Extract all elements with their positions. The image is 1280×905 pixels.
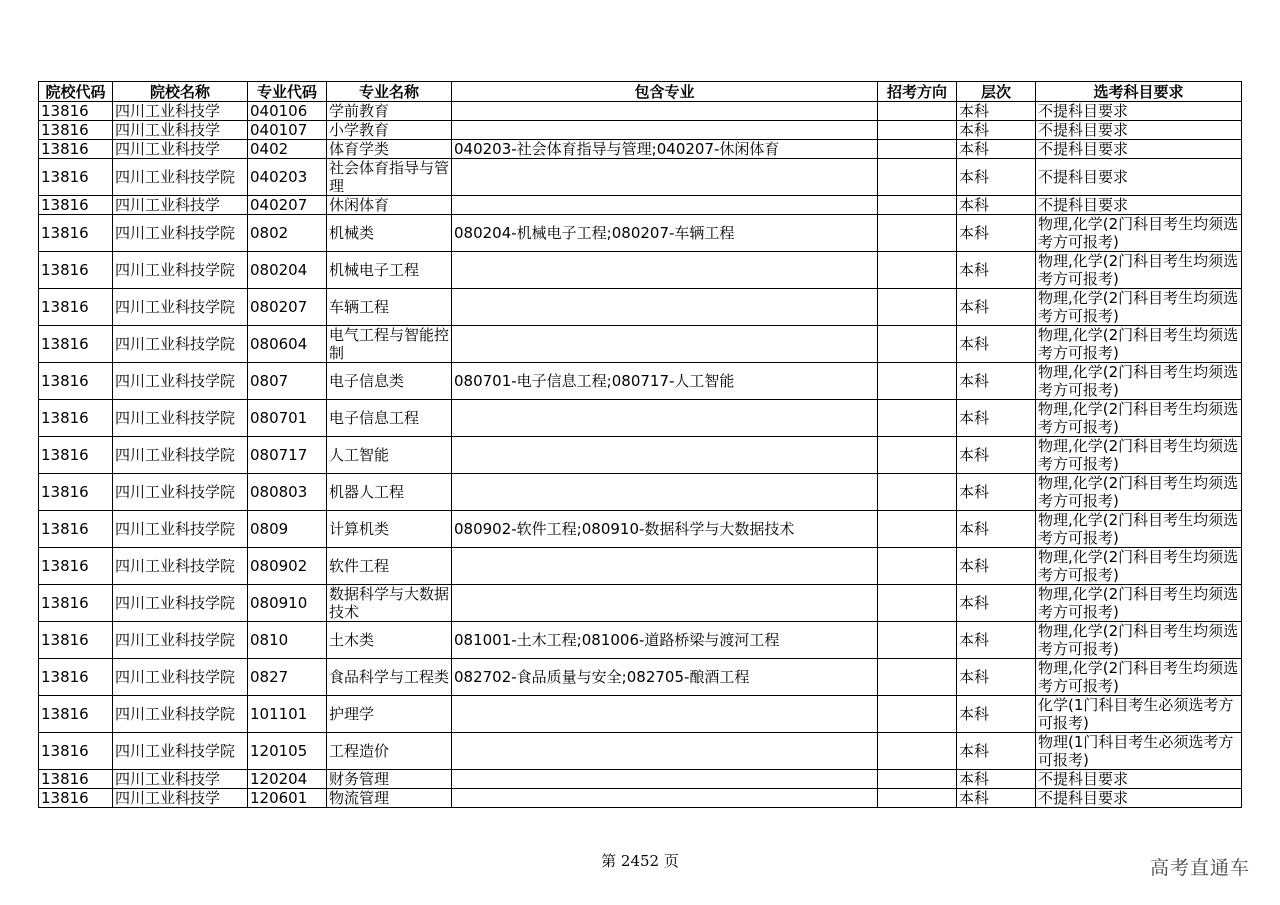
cell-major-code: 120105: [248, 733, 327, 770]
cell-school-code: 13816: [39, 622, 113, 659]
cell-major-name: 土木类: [327, 622, 452, 659]
cell-school-name: 四川工业科技学院: [113, 733, 248, 770]
table-row: [39, 400, 1242, 437]
cell-school-code: 13816: [39, 770, 113, 789]
cell-major-code: 080803: [248, 474, 327, 511]
col-header-level: 层次: [957, 82, 1036, 102]
cell-direction: [878, 548, 957, 585]
cell-included-majors: [452, 548, 878, 585]
cell-major-code: 040106: [248, 102, 327, 121]
table-row: [39, 789, 1242, 808]
cell-subject-req: 物理,化学(2门科目考生均须选考方可报考): [1036, 548, 1242, 585]
cell-included-majors: [452, 252, 878, 289]
header-row: [39, 82, 1242, 102]
cell-major-code: 040203: [248, 159, 327, 196]
col-header-included-majors: 包含专业: [452, 82, 878, 102]
cell-school-code: 13816: [39, 789, 113, 808]
col-header-subject-req: 选考科目要求: [1036, 82, 1242, 102]
cell-major-name: 物流管理: [327, 789, 452, 808]
cell-subject-req: 物理,化学(2门科目考生均须选考方可报考): [1036, 622, 1242, 659]
cell-major-code: 040207: [248, 196, 327, 215]
table-row: [39, 548, 1242, 585]
cell-subject-req: 不提科目要求: [1036, 196, 1242, 215]
cell-level: 本科: [957, 140, 1036, 159]
cell-school-name: 四川工业科技学院: [113, 474, 248, 511]
cell-major-name: 软件工程: [327, 548, 452, 585]
cell-school-name: 四川工业科技学: [113, 140, 248, 159]
watermark: 高考直通车: [1149, 857, 1250, 879]
cell-school-code: 13816: [39, 474, 113, 511]
cell-included-majors: [452, 585, 878, 622]
cell-major-code: 0807: [248, 363, 327, 400]
cell-direction: [878, 215, 957, 252]
table-row: [39, 159, 1242, 196]
table-row: [39, 102, 1242, 121]
cell-school-code: 13816: [39, 437, 113, 474]
cell-major-code: 080910: [248, 585, 327, 622]
table-row: [39, 770, 1242, 789]
cell-major-name: 工程造价: [327, 733, 452, 770]
cell-school-name: 四川工业科技学院: [113, 437, 248, 474]
cell-major-name: 休闲体育: [327, 196, 452, 215]
cell-major-name: 机械类: [327, 215, 452, 252]
cell-school-code: 13816: [39, 326, 113, 363]
cell-major-code: 0827: [248, 659, 327, 696]
cell-major-code: 080717: [248, 437, 327, 474]
cell-subject-req: 不提科目要求: [1036, 789, 1242, 808]
cell-school-code: 13816: [39, 215, 113, 252]
cell-direction: [878, 252, 957, 289]
cell-direction: [878, 289, 957, 326]
cell-level: 本科: [957, 196, 1036, 215]
cell-subject-req: 物理,化学(2门科目考生均须选考方可报考): [1036, 289, 1242, 326]
cell-major-name: 社会体育指导与管理: [327, 159, 452, 196]
cell-major-name: 护理学: [327, 696, 452, 733]
cell-direction: [878, 696, 957, 733]
cell-included-majors: [452, 326, 878, 363]
cell-school-name: 四川工业科技学: [113, 121, 248, 140]
cell-school-code: 13816: [39, 400, 113, 437]
table-row: [39, 121, 1242, 140]
admission-table: [38, 81, 1242, 808]
table-row: [39, 585, 1242, 622]
cell-school-name: 四川工业科技学院: [113, 326, 248, 363]
cell-direction: [878, 789, 957, 808]
cell-major-code: 080204: [248, 252, 327, 289]
cell-level: 本科: [957, 511, 1036, 548]
cell-major-name: 计算机类: [327, 511, 452, 548]
cell-included-majors: 080204-机械电子工程;080207-车辆工程: [452, 215, 878, 252]
cell-subject-req: 物理,化学(2门科目考生均须选考方可报考): [1036, 585, 1242, 622]
cell-included-majors: 081001-土木工程;081006-道路桥梁与渡河工程: [452, 622, 878, 659]
cell-school-name: 四川工业科技学院: [113, 659, 248, 696]
cell-school-code: 13816: [39, 733, 113, 770]
cell-major-name: 车辆工程: [327, 289, 452, 326]
table-row: [39, 252, 1242, 289]
col-header-major-name: 专业名称: [327, 82, 452, 102]
cell-included-majors: [452, 102, 878, 121]
cell-major-code: 040107: [248, 121, 327, 140]
cell-school-name: 四川工业科技学院: [113, 400, 248, 437]
cell-level: 本科: [957, 121, 1036, 140]
cell-included-majors: [452, 400, 878, 437]
cell-included-majors: [452, 121, 878, 140]
cell-subject-req: 物理,化学(2门科目考生均须选考方可报考): [1036, 511, 1242, 548]
cell-included-majors: [452, 289, 878, 326]
cell-level: 本科: [957, 585, 1036, 622]
cell-direction: [878, 400, 957, 437]
cell-major-code: 080902: [248, 548, 327, 585]
cell-direction: [878, 733, 957, 770]
table-row: [39, 140, 1242, 159]
cell-school-name: 四川工业科技学院: [113, 696, 248, 733]
cell-major-name: 电气工程与智能控制: [327, 326, 452, 363]
cell-direction: [878, 474, 957, 511]
cell-major-name: 食品科学与工程类: [327, 659, 452, 696]
cell-direction: [878, 159, 957, 196]
table-row: [39, 733, 1242, 770]
cell-subject-req: 不提科目要求: [1036, 770, 1242, 789]
table-row: [39, 511, 1242, 548]
cell-subject-req: 物理,化学(2门科目考生均须选考方可报考): [1036, 400, 1242, 437]
cell-included-majors: 080701-电子信息工程;080717-人工智能: [452, 363, 878, 400]
cell-major-name: 机械电子工程: [327, 252, 452, 289]
table-row: [39, 196, 1242, 215]
cell-subject-req: 不提科目要求: [1036, 102, 1242, 121]
cell-level: 本科: [957, 474, 1036, 511]
cell-included-majors: [452, 437, 878, 474]
cell-subject-req: 不提科目要求: [1036, 159, 1242, 196]
table-row: [39, 622, 1242, 659]
cell-school-name: 四川工业科技学院: [113, 159, 248, 196]
cell-school-name: 四川工业科技学: [113, 770, 248, 789]
cell-major-code: 101101: [248, 696, 327, 733]
cell-subject-req: 物理,化学(2门科目考生均须选考方可报考): [1036, 326, 1242, 363]
cell-direction: [878, 363, 957, 400]
cell-major-name: 小学教育: [327, 121, 452, 140]
table-row: [39, 326, 1242, 363]
cell-major-code: 080701: [248, 400, 327, 437]
cell-major-name: 体育学类: [327, 140, 452, 159]
col-header-school-code: 院校代码: [39, 82, 113, 102]
cell-direction: [878, 121, 957, 140]
cell-level: 本科: [957, 252, 1036, 289]
cell-school-name: 四川工业科技学院: [113, 548, 248, 585]
cell-subject-req: 化学(1门科目考生必须选考方可报考): [1036, 696, 1242, 733]
cell-school-name: 四川工业科技学: [113, 196, 248, 215]
cell-school-code: 13816: [39, 196, 113, 215]
cell-level: 本科: [957, 326, 1036, 363]
cell-school-code: 13816: [39, 121, 113, 140]
table-row: [39, 474, 1242, 511]
cell-major-code: 0809: [248, 511, 327, 548]
cell-school-name: 四川工业科技学院: [113, 252, 248, 289]
cell-direction: [878, 622, 957, 659]
cell-school-code: 13816: [39, 102, 113, 121]
cell-included-majors: 082702-食品质量与安全;082705-酿酒工程: [452, 659, 878, 696]
cell-school-code: 13816: [39, 363, 113, 400]
cell-level: 本科: [957, 289, 1036, 326]
cell-school-name: 四川工业科技学: [113, 789, 248, 808]
cell-included-majors: 040203-社会体育指导与管理;040207-休闲体育: [452, 140, 878, 159]
cell-level: 本科: [957, 733, 1036, 770]
cell-level: 本科: [957, 770, 1036, 789]
table-row: [39, 437, 1242, 474]
cell-included-majors: [452, 733, 878, 770]
cell-included-majors: 080902-软件工程;080910-数据科学与大数据技术: [452, 511, 878, 548]
table-row: [39, 289, 1242, 326]
cell-level: 本科: [957, 789, 1036, 808]
cell-subject-req: 物理,化学(2门科目考生均须选考方可报考): [1036, 437, 1242, 474]
cell-school-code: 13816: [39, 140, 113, 159]
cell-level: 本科: [957, 659, 1036, 696]
col-header-school-name: 院校名称: [113, 82, 248, 102]
cell-school-name: 四川工业科技学院: [113, 215, 248, 252]
cell-subject-req: 物理,化学(2门科目考生均须选考方可报考): [1036, 363, 1242, 400]
cell-major-code: 0810: [248, 622, 327, 659]
cell-direction: [878, 196, 957, 215]
cell-major-name: 机器人工程: [327, 474, 452, 511]
cell-school-code: 13816: [39, 659, 113, 696]
cell-included-majors: [452, 696, 878, 733]
cell-school-code: 13816: [39, 548, 113, 585]
cell-school-name: 四川工业科技学院: [113, 363, 248, 400]
cell-school-code: 13816: [39, 252, 113, 289]
cell-included-majors: [452, 474, 878, 511]
cell-included-majors: [452, 196, 878, 215]
cell-major-name: 学前教育: [327, 102, 452, 121]
cell-major-code: 120204: [248, 770, 327, 789]
cell-school-code: 13816: [39, 585, 113, 622]
cell-level: 本科: [957, 696, 1036, 733]
cell-direction: [878, 140, 957, 159]
cell-major-name: 电子信息工程: [327, 400, 452, 437]
cell-level: 本科: [957, 102, 1036, 121]
cell-subject-req: 物理,化学(2门科目考生均须选考方可报考): [1036, 252, 1242, 289]
cell-school-code: 13816: [39, 696, 113, 733]
cell-major-code: 120601: [248, 789, 327, 808]
cell-level: 本科: [957, 548, 1036, 585]
col-header-direction: 招考方向: [878, 82, 957, 102]
cell-school-code: 13816: [39, 159, 113, 196]
cell-level: 本科: [957, 363, 1036, 400]
cell-school-code: 13816: [39, 511, 113, 548]
cell-level: 本科: [957, 159, 1036, 196]
cell-major-code: 0802: [248, 215, 327, 252]
cell-direction: [878, 511, 957, 548]
cell-school-code: 13816: [39, 289, 113, 326]
cell-major-name: 数据科学与大数据技术: [327, 585, 452, 622]
cell-level: 本科: [957, 215, 1036, 252]
cell-school-name: 四川工业科技学院: [113, 289, 248, 326]
table-row: [39, 363, 1242, 400]
cell-school-name: 四川工业科技学院: [113, 622, 248, 659]
cell-level: 本科: [957, 622, 1036, 659]
cell-school-name: 四川工业科技学院: [113, 585, 248, 622]
cell-direction: [878, 437, 957, 474]
cell-major-name: 电子信息类: [327, 363, 452, 400]
cell-school-name: 四川工业科技学: [113, 102, 248, 121]
cell-subject-req: 物理,化学(2门科目考生均须选考方可报考): [1036, 474, 1242, 511]
cell-direction: [878, 326, 957, 363]
cell-subject-req: 物理(1门科目考生必须选考方可报考): [1036, 733, 1242, 770]
cell-included-majors: [452, 770, 878, 789]
cell-level: 本科: [957, 400, 1036, 437]
page-number: 第 2452 页: [601, 852, 679, 870]
cell-subject-req: 物理,化学(2门科目考生均须选考方可报考): [1036, 215, 1242, 252]
cell-included-majors: [452, 789, 878, 808]
cell-subject-req: 不提科目要求: [1036, 140, 1242, 159]
cell-major-name: 人工智能: [327, 437, 452, 474]
cell-major-name: 财务管理: [327, 770, 452, 789]
cell-school-name: 四川工业科技学院: [113, 511, 248, 548]
cell-direction: [878, 659, 957, 696]
cell-major-code: 0402: [248, 140, 327, 159]
table-row: [39, 215, 1242, 252]
table-row: [39, 696, 1242, 733]
cell-included-majors: [452, 159, 878, 196]
cell-major-code: 080604: [248, 326, 327, 363]
cell-subject-req: 不提科目要求: [1036, 121, 1242, 140]
cell-major-code: 080207: [248, 289, 327, 326]
cell-direction: [878, 770, 957, 789]
cell-level: 本科: [957, 437, 1036, 474]
cell-subject-req: 物理,化学(2门科目考生均须选考方可报考): [1036, 659, 1242, 696]
cell-direction: [878, 102, 957, 121]
table-row: [39, 659, 1242, 696]
col-header-major-code: 专业代码: [248, 82, 327, 102]
cell-direction: [878, 585, 957, 622]
